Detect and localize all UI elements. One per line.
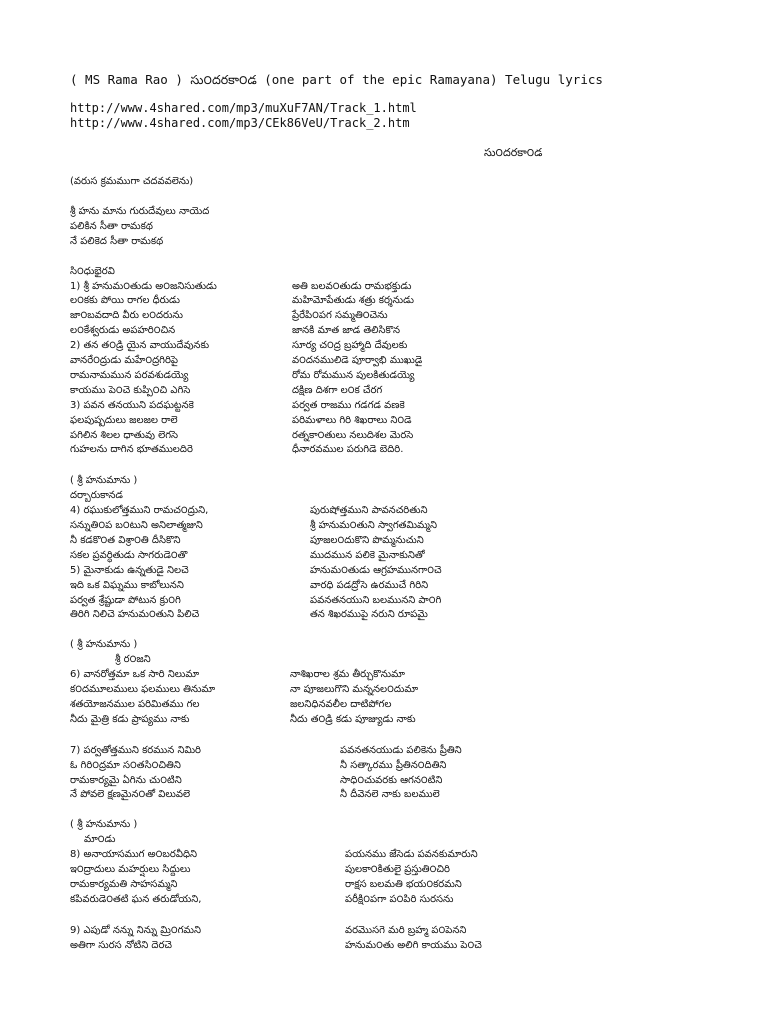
section3-verse-right-1: నాశిఖరాల శ్రమ తీర్చుకొనుమా	[290, 669, 405, 681]
track-1-url: http://www.4shared.com/mp3/muXuF7AN/Track_1.html	[70, 101, 417, 115]
section2-verse-left-2: సన్నుతి౦ప బ౦టుని అనిలాత్మజుని	[70, 520, 203, 531]
section4-verse-right-4: నీ దీవెనలె నాకు బలములె	[340, 789, 440, 801]
chorus-1: ( శ్రీ హనుమాను )	[70, 475, 138, 487]
section6-verse-left-1: 9) ఎపుడో నన్ను నిన్ను మ్రి౦గమని	[70, 924, 202, 936]
section1-verse-left-3: జా౦బవదాది వీరు ల౦దరును	[70, 310, 183, 322]
section5-verse-right-2: పులకా౦కితులై ప్రస్తుతి౦చిరి	[345, 864, 450, 875]
section1-verse-right-9: పర్వత రాజము గడగడ వణకె	[292, 399, 405, 411]
section3-verse-left-1: 6) వానరోత్తమా ఒక సారి నిలుమా	[70, 669, 200, 681]
section5-heading: మా౦డు	[84, 834, 116, 846]
document-title: ( MS Rama Rao ) సు౦దరకా౦డ (one part of the epic Ramayana) Telugu lyrics	[70, 72, 603, 87]
section2-verse-right-7: పవనతనయుని బలమునని పా౦గి	[310, 594, 442, 606]
section1-verse-right-3: ప్రేరేపి౦పగ సమ్మతి౦చెను	[292, 310, 388, 322]
section2-verse-left-5: 5) మైనాకుడు ఉన్నతుడై నిలచె	[70, 564, 189, 576]
invocation-line-1: శ్రీ హను మాను గురుదేవులు నాయెద	[70, 205, 210, 217]
section4-verse-left-2: ఓ గిరి౦ద్రమా స౦తసి౦చితిని	[70, 759, 181, 771]
section1-verse-left-7: రామనామమున పరవశుడయ్యె	[70, 369, 189, 381]
section1-verse-right-5: సూర్య చ౦ద్ర బ్రహ్మాది దేవులకు	[292, 340, 408, 352]
section2-verse-left-4: సకల ప్రవర్ధితుడు సాగరుడె౦తొ	[70, 549, 188, 561]
section3-verse-left-2: క౦దమూలములు ఫలములు తినుమా	[70, 684, 216, 695]
invocation-line-2: పలికిన సీతా రామకథ	[70, 220, 153, 232]
section4-verse-right-3: సాధి౦చువరకు ఆగన౦టిని	[340, 774, 443, 786]
section1-verse-right-8: దక్షిణ దిశగా ల౦క చేరగ	[292, 384, 383, 396]
invocation-line-3: నే పలికెద సీతా రామకథ	[70, 235, 164, 247]
section3-verse-right-3: జలనిధినవలీల దాటిపోగల	[290, 698, 392, 710]
section1-heading: సి౦ధుభైరవి	[70, 265, 115, 277]
section1-verse-right-10: పరిమళాలు గిరి శిఖరాలు ని౦డె	[292, 414, 412, 426]
track-2-url: http://www.4shared.com/mp3/CEk86VeU/Track_2.htm	[70, 116, 410, 130]
section3-verse-right-2: నా పూజలుగొని మన్ననల౦దుమా	[290, 684, 419, 695]
section5-verse-left-4: కపివరుడె౦తటి ఘన తరుడోయని,	[70, 893, 202, 905]
section4-verse-right-1: పవనతనయుడు పలికెను ప్రీతిని	[340, 744, 462, 756]
section2-verse-left-1: 4) రఘుకులోత్తముని రామచ౦ద్రుని,	[70, 505, 209, 517]
section5-verse-right-1: పయనము జేసెడు పవనకుమారుని	[345, 849, 478, 861]
section2-verse-right-2: శ్రీ హనుమ౦తుని స్వాగతమిమ్మని	[310, 520, 437, 531]
section6-verse-right-2: హనుమ౦తు అలిగి కాయము పె౦చె	[345, 939, 482, 951]
section6-verse-left-2: అతిగా సురస నోటిని దెరచె	[70, 939, 172, 951]
section1-verse-left-8: కాయము పె౦చె కుప్పి౦చి ఎగిసె	[70, 384, 191, 396]
section1-verse-right-12: ధీనారవముల పరుగిడె బెదిరి.	[292, 444, 404, 456]
section2-verse-right-1: పురుషోత్తముని పావనచరితుని	[310, 505, 428, 517]
section4-verse-left-1: 7) పర్వతోత్తముని కరమున నిమిరి	[70, 744, 201, 756]
intro-note: (వరుస క్రమముగా చదవవలెను)	[70, 176, 194, 187]
section4-verse-right-2: నీ సత్కారము ప్రీతిన౦దితిని	[340, 759, 447, 771]
section1-verse-left-2: ల౦కకు పోయి రాగల ధీరుడు	[70, 295, 180, 307]
section2-verse-right-3: పూజల౦దుకొని పొమ్మనుచుని	[310, 534, 424, 546]
section1-verse-right-11: రత్నకా౦తులు నలుదిశల మెరసె	[292, 429, 414, 441]
section1-verse-left-12: గుహలను దాగిన భూతములదిరె	[70, 444, 193, 456]
section3-verse-right-4: నీదు త౦డ్రి కడు పూజ్యుడు నాకు	[290, 713, 416, 725]
section1-verse-right-7: రోమ రోమమున పులకితుడయ్యె	[292, 369, 415, 381]
right-title: సు౦దరకా౦డ	[484, 146, 543, 159]
section1-verse-left-5: 2) తన త౦డ్రి యైన వాయుదేవునకు	[70, 340, 210, 352]
section4-verse-left-4: నే పోవలె క్షణమైన౦తో విలువలె	[70, 789, 191, 801]
section1-verse-left-1: 1) శ్రీ హనుమ౦తుడు అ౦జనిసుతుడు	[70, 280, 217, 292]
section3-verse-left-4: నీదు మైత్రి కడు ప్రాప్యము నాకు	[70, 713, 190, 725]
section4-verse-left-3: రామకార్యమై ఏగిను చు౦టిని	[70, 774, 182, 786]
section2-verse-right-4: ముదమున పలికె మైనాకునితో	[310, 549, 425, 561]
section5-verse-left-1: 8) అనాయాసముగ అ౦బరవీధిని	[70, 849, 198, 861]
section1-verse-right-4: జానకి మాత జాడ తెలిసికొన	[292, 325, 400, 337]
section5-verse-left-2: ఇ౦ద్రాదులు మహర్షులు సిద్దులు	[70, 864, 191, 875]
section2-verse-left-3: నీ కడకొ౦త విశ్రా౦తి దీసికొని	[70, 534, 181, 546]
chorus-3: ( శ్రీ హనుమాను )	[70, 819, 138, 831]
section2-verse-right-8: తన శిఖరముపై నరుని రూపమై	[310, 609, 428, 621]
section1-verse-left-9: 3) పవన తనయుని పదఘట్టనకె	[70, 399, 194, 411]
section1-verse-left-10: ఫలపుష్పదులు జలజల రాలె	[70, 414, 178, 426]
section1-verse-left-11: పగిలిన శిలల ధాతువు లెగసె	[70, 429, 179, 441]
section3-verse-left-3: శతయోజనముల పరిమితము గల	[70, 698, 200, 710]
section1-verse-left-6: వానరే౦ద్రుడు మహే౦ద్రగిరిపై	[70, 355, 179, 366]
section1-verse-left-4: ల౦కేశ్వరుడు అపహరి౦చిన	[70, 325, 176, 337]
section2-heading: దర్బారుకానడ	[70, 490, 123, 502]
section5-verse-right-4: పరీక్షి౦పగా ప౦పిరి సురసను	[345, 893, 454, 905]
section1-verse-right-6: వ౦దనములిడె పూర్వాభి ముఖుడై	[292, 355, 423, 366]
section5-verse-left-3: రామకార్యమతి సాహసమ్మని	[70, 878, 178, 890]
chorus-2: ( శ్రీ హనుమాను )	[70, 639, 138, 651]
section2-verse-left-8: తిరిగి నిలిచె హనుమ౦తుని పిలిచె	[70, 609, 200, 621]
section3-heading: శ్రీ ర౦జని	[115, 654, 151, 666]
section2-verse-left-7: పర్వత శ్రేష్టుడా పోటున క్రు౦గి	[70, 594, 181, 606]
section2-verse-right-5: హనుమ౦తుడు ఆగ్రహమునగా౦చె	[310, 564, 442, 576]
section1-verse-right-2: మహిమోపేతుడు శత్రు కర్శనుడు	[292, 295, 414, 307]
section5-verse-right-3: రాక్షస బలమతి భయ౦కరమని	[345, 878, 462, 890]
section1-verse-right-1: అతి బలవ౦తుడు రామభక్తుడు	[292, 280, 412, 292]
section2-verse-left-6: ఇది ఒక విఘ్నము కాబోలునని	[70, 579, 184, 591]
section6-verse-right-1: వరమొసగె మరి బ్రహ్మ ప౦పెనని	[345, 924, 467, 936]
section2-verse-right-6: వారధి పడద్రోసె ఉరముచే గిరిని	[310, 579, 429, 591]
